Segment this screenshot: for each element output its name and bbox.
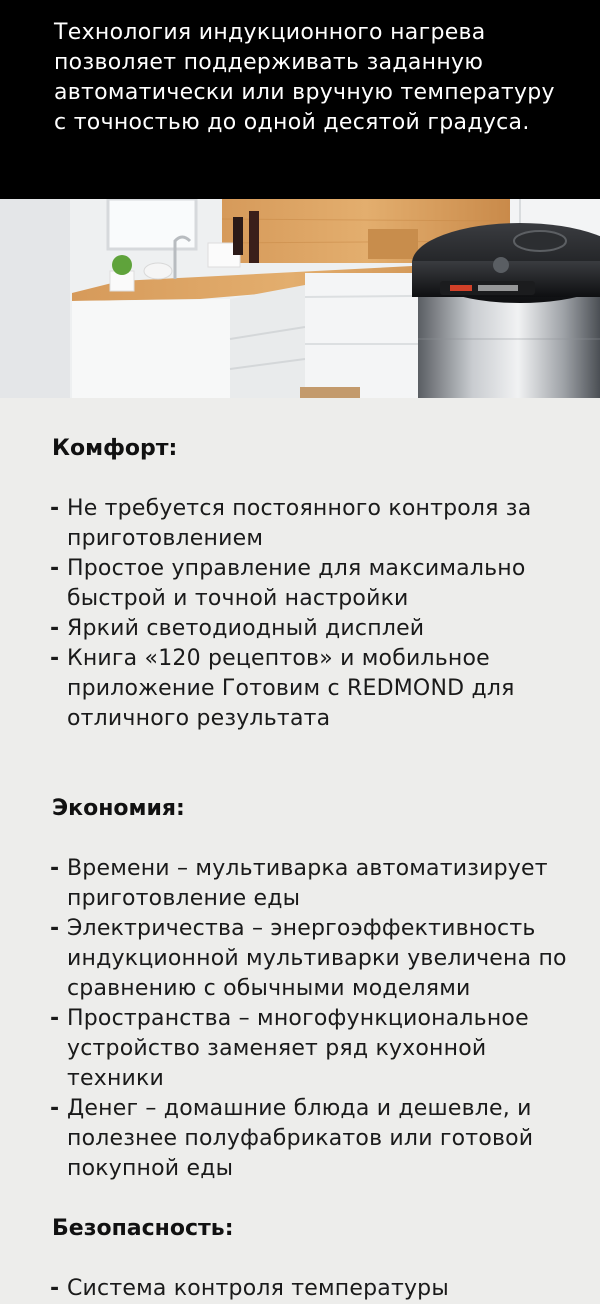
list-item: [50, 614, 590, 644]
list-item-text: Денег – домашние блюда и дешевле, и полезнее полуфабрикатов или готовой покупной еды: [67, 1096, 534, 1181]
list-item-text: Система контроля температуры: [67, 1276, 449, 1301]
banner-text: Технология индукционного нагрева позволяет поддерживать заданную автоматически или вручную температуру с точностью до одной десятой градуса.: [54, 20, 555, 135]
list-item-text: Не требуется постоянного контроля за приготовлением: [67, 496, 532, 551]
list-item-text: Книга «120 рецептов» и мобильное приложение Готовим с REDMOND для отличного результата: [67, 646, 515, 731]
section-title-economy: Экономия:: [52, 796, 185, 821]
bullet: -: [50, 1096, 60, 1121]
bullet: -: [50, 916, 60, 941]
bullet: -: [50, 496, 60, 521]
economy-list: [50, 854, 590, 1184]
list-item: [50, 1004, 590, 1094]
list-item: [50, 644, 590, 734]
top-banner: [0, 0, 600, 199]
list-item: [50, 854, 590, 914]
list-item-text: Электричества – энергоэффективность индукционной мультиварки увеличена по сравнению с обычными моделями: [67, 916, 567, 1001]
list-item: [50, 914, 590, 1004]
bullet: -: [50, 616, 60, 641]
safety-list: [50, 1274, 590, 1304]
list-item: [50, 554, 590, 614]
list-item: [50, 494, 590, 554]
bullet: -: [50, 1006, 60, 1031]
bullet: -: [50, 646, 60, 671]
list-item: [50, 1274, 590, 1304]
kitchen-photo: [0, 199, 600, 398]
kitchen-multicooker-photo: [0, 199, 600, 398]
bullet: -: [50, 556, 60, 581]
list-item-text: Пространства – многофункциональное устройство заменяет ряд кухонной техники: [67, 1006, 529, 1091]
bullet: -: [50, 1276, 60, 1301]
list-item: [50, 1094, 590, 1184]
list-item-text: Времени – мультиварка автоматизирует приготовление еды: [67, 856, 548, 911]
comfort-list: [50, 494, 590, 734]
section-title-comfort: Комфорт:: [52, 436, 178, 461]
list-item-text: Яркий светодиодный дисплей: [67, 616, 425, 641]
bullet: -: [50, 856, 60, 881]
list-item-text: Простое управление для максимально быстрой и точной настройки: [67, 556, 526, 611]
section-title-safety: Безопасность:: [52, 1216, 234, 1241]
features-content: [0, 398, 600, 1301]
